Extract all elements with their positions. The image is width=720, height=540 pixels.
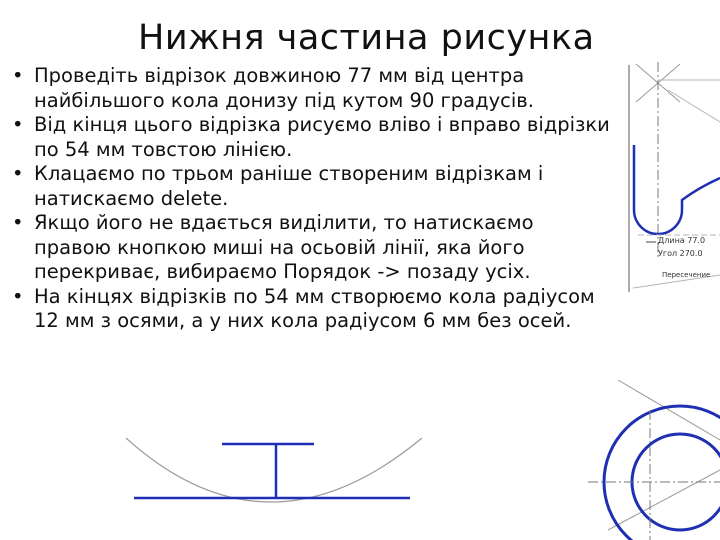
bullet-item: • Від кінця цього відрізка рисуємо вліво і вправо відрізки по 54 мм товстою лінією.	[10, 113, 610, 162]
construction-arc	[126, 438, 422, 502]
bullet-item: • Якщо його не вдається виділити, то натискаємо правою кнопкою миші на осьовій лінії, яка його перекриває, вибираємо Порядок -> позаду усіх.	[10, 211, 610, 285]
bullet-list	[10, 64, 610, 334]
cad-screenshot-circles	[588, 380, 720, 540]
slide-title: Нижня частина рисунка	[138, 18, 595, 58]
bullet-item: • На кінцях відрізків по 54 мм створюємо кола радіусом 12 мм з осями, а у них кола радіусом 6 мм без осей.	[10, 285, 610, 334]
tooltip-length: Длина 77.0	[658, 236, 706, 245]
cad-screenshot-top	[628, 60, 720, 292]
bullet-item: • Проведіть відрізок довжиною 77 мм від центра найбільшого кола донизу під кутом 90 градусів.	[10, 64, 610, 113]
centerline-diagonal	[608, 470, 720, 530]
tooltip-angle: Угол 270.0	[658, 249, 703, 258]
outer-circle	[604, 406, 720, 540]
tooltip-snap: Пересечение	[662, 271, 711, 279]
cad-screenshot-bottom	[118, 436, 450, 540]
bullet-item: • Клацаємо по трьом раніше створеним відрізкам і натискаємо delete.	[10, 162, 610, 211]
